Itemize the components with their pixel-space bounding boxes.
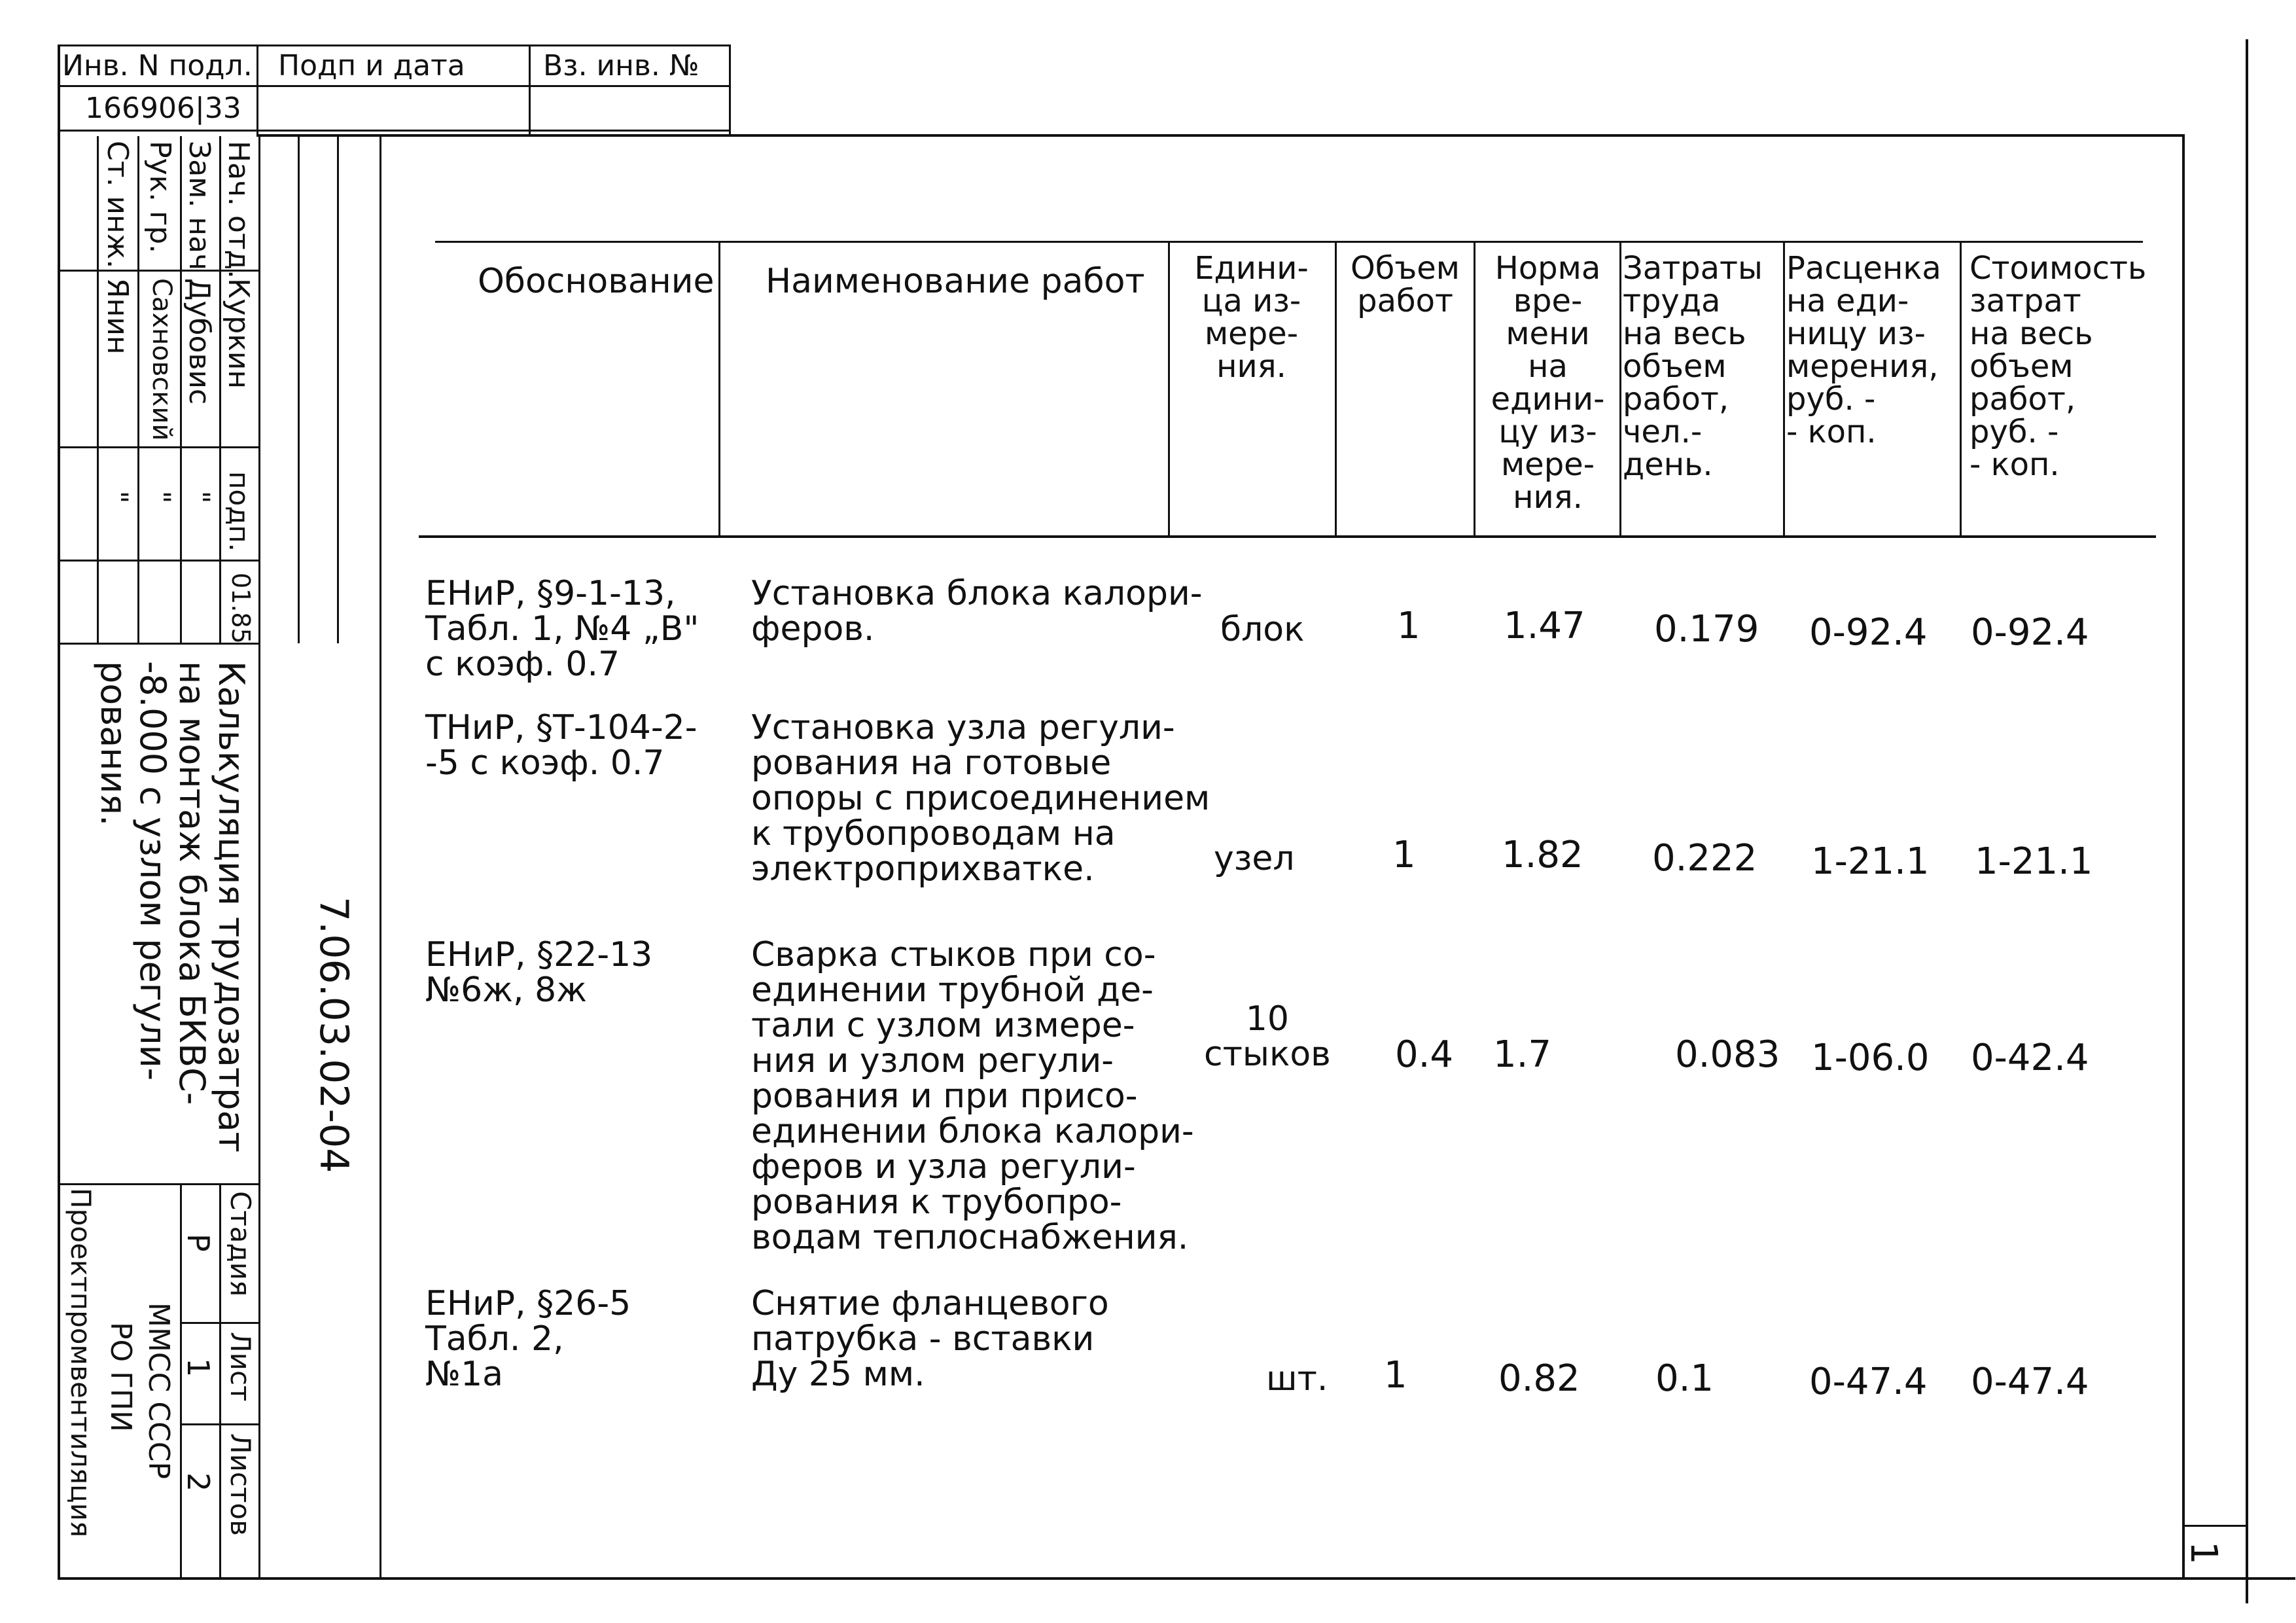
row-2-rate: 1-21.1 xyxy=(1811,840,1930,883)
row-4-volume: 1 xyxy=(1384,1354,1407,1397)
table-top-line xyxy=(435,241,2143,243)
side-col-v5 xyxy=(258,136,260,1579)
header-norm: Норма вре- мени на едини- цу из- мере- ния. xyxy=(1491,250,1605,516)
row-3-labor: 0.083 xyxy=(1675,1033,1780,1076)
row-1-name: Установка блока калори- феров. xyxy=(751,574,1203,649)
row-2-norm: 1.82 xyxy=(1502,834,1583,876)
row-4-cost: 0-47.4 xyxy=(1971,1361,2089,1403)
stamp-top-line xyxy=(58,45,730,46)
table-col-v2 xyxy=(1168,241,1170,537)
stamp-inv-label: Инв. N подл. xyxy=(62,49,253,82)
row-4-rate: 0-47.4 xyxy=(1809,1361,1928,1403)
side-row-2 xyxy=(58,446,260,448)
row-1-cost: 0-92.4 xyxy=(1971,611,2089,654)
row-1-rate: 0-92.4 xyxy=(1809,611,1928,654)
side-col-v3 xyxy=(180,136,182,643)
role-st-inzh: Ст. инж. xyxy=(101,141,134,269)
role-zam-nach: Зам. нач xyxy=(183,141,216,271)
name-sakhnovsky: Сахновский xyxy=(147,278,177,441)
frame-top xyxy=(256,134,2183,137)
stamp-org-line-3: Проектпромвентиляция xyxy=(65,1188,97,1538)
side-row-3 xyxy=(58,560,260,562)
row-4-norm: 0.82 xyxy=(1498,1357,1580,1400)
header-labor: Затраты труда на весь объем работ, чел.- день. xyxy=(1623,250,1763,483)
stamp-listov-value: 2 xyxy=(181,1472,216,1492)
table-col-v6 xyxy=(1783,241,1785,537)
row-2-name: Установка узла регули- рования на готовые опоры с присоединением к трубопроводам на электроприхватке. xyxy=(751,708,1210,889)
stamp-v3 xyxy=(729,45,731,136)
sign-mark-1: подп. xyxy=(223,471,255,552)
table-header-bottom xyxy=(419,535,2156,538)
row-2-volume: 1 xyxy=(1392,834,1416,876)
side-col-v1 xyxy=(97,136,99,643)
row-1-labor: 0.179 xyxy=(1654,608,1759,651)
row-4-name: Снятие фланцевого патрубка - вставки Ду 25 мм. xyxy=(751,1284,1109,1394)
stamp-stadia-label: Стадия xyxy=(224,1191,256,1297)
stamp-v1 xyxy=(256,45,258,136)
row-3-name: Сварка стыков при со- единении трубной де- тали с узлом измере- ния и узлом регули- рования и при присо- единении блока калори- феров и узла регули- рования к трубопро- водам теплоснабжения. xyxy=(751,935,1194,1257)
row-2-basis: ТНиР, §Т-104-2- -5 с коэф. 0.7 xyxy=(425,708,698,783)
row-3-volume: 0.4 xyxy=(1395,1033,1454,1076)
row-2-labor: 0.222 xyxy=(1652,837,1757,880)
side-col-v2 xyxy=(137,136,139,643)
role-nach-otd: Нач. отд. xyxy=(222,141,255,279)
stamp-vz-label: Вз. инв. № xyxy=(543,49,699,82)
stamp-stadia-v xyxy=(219,1183,221,1579)
table-col-v4 xyxy=(1474,241,1475,537)
frame-bottom xyxy=(58,1577,2295,1580)
side-col-v6 xyxy=(298,136,300,643)
row-2-unit: узел xyxy=(1214,839,1295,878)
table-col-v5 xyxy=(1619,241,1621,537)
header-cost: Стоимость затрат на весь объем работ, руб. - - коп. xyxy=(1969,250,2147,483)
doc-code: 7.06.03.02-04 xyxy=(311,897,357,1173)
frame-outer-right xyxy=(2246,39,2248,1603)
stamp-org-line-2: РО ГПИ xyxy=(104,1322,137,1432)
name-yanin: Янин xyxy=(101,278,134,355)
header-work-name: Наименование работ xyxy=(766,262,1145,301)
table-col-v7 xyxy=(1960,241,1962,537)
stamp-list-value: 1 xyxy=(181,1358,216,1378)
row-3-cost: 0-42.4 xyxy=(1971,1037,2089,1079)
name-kurkin: Куркин xyxy=(222,278,255,389)
name-dubovis: Дубовис xyxy=(183,278,216,405)
stamp-inv-value: 166906|33 xyxy=(85,92,241,125)
stamp-org-line-1: ММСС СССР xyxy=(142,1302,175,1480)
row-4-basis: ЕНиР, §26-5 Табл. 2, №1а xyxy=(425,1284,631,1394)
sign-mark-3: " xyxy=(145,491,177,504)
frame-right xyxy=(2182,134,2185,1578)
stamp-bottom-line xyxy=(58,130,730,132)
role-ruk-gr: Рук. гр. xyxy=(143,141,177,254)
stamp-listov-label: Листов xyxy=(224,1433,256,1536)
row-4-labor: 0.1 xyxy=(1655,1357,1714,1400)
sheet-box-top xyxy=(2182,1525,2248,1527)
header-basis: Обоснование xyxy=(478,262,715,301)
side-title-line-4: рования. xyxy=(93,661,134,827)
sign-mark-4: " xyxy=(102,491,134,504)
stamp-cell-h1 xyxy=(180,1322,258,1324)
row-1-norm: 1.47 xyxy=(1504,605,1585,647)
row-2-cost: 1-21.1 xyxy=(1975,840,2093,883)
stamp-sign-label: Подп и дата xyxy=(278,49,465,82)
sign-mark-2: " xyxy=(184,491,216,504)
side-title-line-3: -8.000 с узлом регули- xyxy=(132,661,173,1081)
frame-left xyxy=(58,46,60,1578)
side-row-5 xyxy=(58,1183,260,1185)
side-title-line-1: Калькуляция трудозатрат xyxy=(211,661,252,1152)
row-1-unit: блок xyxy=(1220,610,1305,649)
side-col-v7 xyxy=(337,136,339,643)
row-3-norm: 1.7 xyxy=(1493,1033,1552,1076)
header-unit: Едини- ца из- мере- ния. xyxy=(1194,250,1309,385)
header-volume: Объем работ xyxy=(1350,250,1460,319)
row-3-unit: 10 стыков xyxy=(1204,999,1331,1074)
side-title-line-2: на монтаж блока БКВС- xyxy=(171,661,213,1105)
stamp-v2 xyxy=(529,45,531,136)
stamp-stadia-value: Р xyxy=(181,1234,216,1252)
row-4-unit: шт. xyxy=(1266,1359,1328,1399)
stamp-cell-h2 xyxy=(180,1423,258,1425)
header-rate: Расценка на еди- ницу из- мерения, руб. - - коп. xyxy=(1786,250,1941,450)
stamp-mid-line xyxy=(58,85,730,87)
stamp-list-label: Лист xyxy=(224,1332,256,1402)
table-col-v3 xyxy=(1335,241,1337,537)
row-1-basis: ЕНиР, §9-1-13, Табл. 1, №4 „В" с коэф. 0.7 xyxy=(425,574,699,684)
sheet-number: 1 xyxy=(2182,1541,2225,1565)
row-3-rate: 1-06.0 xyxy=(1811,1037,1930,1079)
sign-date: 01.85 xyxy=(226,573,255,644)
row-3-basis: ЕНиР, §22-13 №6ж, 8ж xyxy=(425,935,653,1010)
side-col-v8 xyxy=(380,136,381,1579)
row-1-volume: 1 xyxy=(1397,605,1421,647)
side-col-v4 xyxy=(219,136,221,643)
table-col-v1 xyxy=(718,241,720,537)
